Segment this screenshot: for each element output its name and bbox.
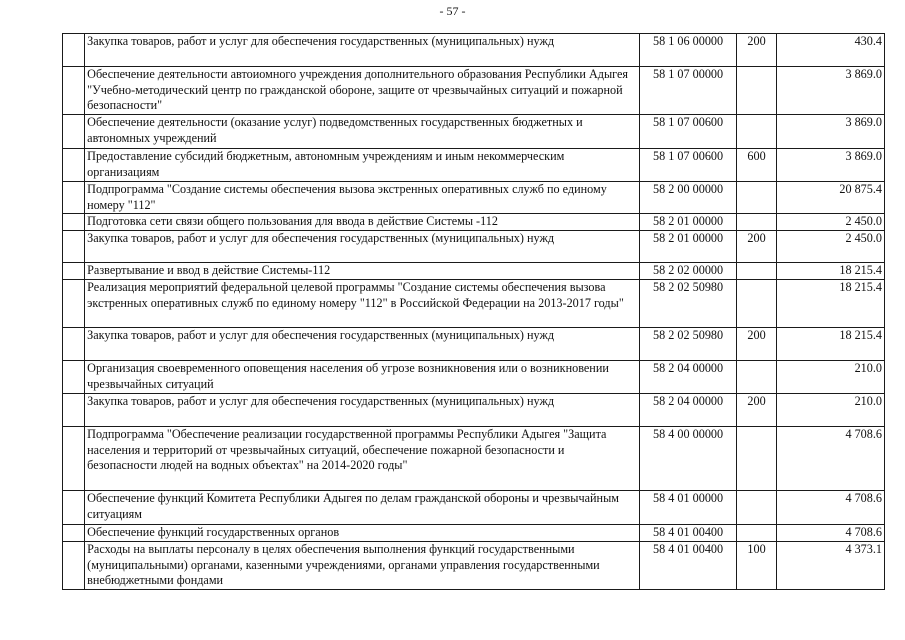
expense-name: Расходы на выплаты персоналу в целях обеспечения выполнения функций государственными (муниципальными) органами, казенными учреждениями, органами управления государственными внебюджетными фондами <box>85 542 640 590</box>
row-margin-cell <box>63 67 85 115</box>
expense-name: Подпрограмма "Обеспечение реализации государственной программы Республики Адыгея "Защита населения и территорий от чрезвычайных ситуаций, обеспечение пожарной безопасности и безопасности людей на водных объектах" на 2014-2020 годы" <box>85 427 640 491</box>
target-article-code: 58 2 02 00000 <box>640 263 737 280</box>
row-margin-cell <box>63 491 85 525</box>
amount-value: 2 450.0 <box>777 214 885 231</box>
expense-type-code <box>736 427 776 491</box>
amount-value: 4 373.1 <box>777 542 885 590</box>
expense-type-code: 600 <box>736 149 776 182</box>
expense-name: Закупка товаров, работ и услуг для обеспечения государственных (муниципальных) нужд <box>85 231 640 263</box>
table-row <box>63 214 885 231</box>
table-row <box>63 427 885 491</box>
expense-name: Обеспечение функций Комитета Республики Адыгея по делам гражданской обороны и чрезвычайным ситуациям <box>85 491 640 525</box>
row-margin-cell <box>63 394 85 427</box>
target-article-code: 58 2 02 50980 <box>640 328 737 361</box>
row-margin-cell <box>63 263 85 280</box>
table-row <box>63 231 885 263</box>
expense-type-code <box>736 491 776 525</box>
target-article-code: 58 1 07 00600 <box>640 149 737 182</box>
amount-value: 430.4 <box>777 34 885 67</box>
amount-value: 210.0 <box>777 361 885 394</box>
table-row <box>63 542 885 590</box>
amount-value: 4 708.6 <box>777 491 885 525</box>
table-row <box>63 182 885 214</box>
expense-type-code <box>736 214 776 231</box>
table-row <box>63 280 885 328</box>
table-row <box>63 149 885 182</box>
table-row <box>63 328 885 361</box>
row-margin-cell <box>63 361 85 394</box>
target-article-code: 58 2 01 00000 <box>640 214 737 231</box>
page-number: - 57 - <box>439 4 466 18</box>
expense-name: Подпрограмма "Создание системы обеспечения вызова экстренных оперативных служб по единому номеру "112" <box>85 182 640 214</box>
expense-type-code <box>736 280 776 328</box>
row-margin-cell <box>63 214 85 231</box>
amount-value: 2 450.0 <box>777 231 885 263</box>
table-row <box>63 491 885 525</box>
row-margin-cell <box>63 182 85 214</box>
table-row <box>63 263 885 280</box>
target-article-code: 58 1 07 00000 <box>640 67 737 115</box>
table-row <box>63 34 885 67</box>
amount-value: 18 215.4 <box>777 328 885 361</box>
amount-value: 18 215.4 <box>777 280 885 328</box>
expense-type-code <box>736 182 776 214</box>
target-article-code: 58 2 02 50980 <box>640 280 737 328</box>
expense-name: Обеспечение деятельности (оказание услуг) подведомственных государственных бюджетных и автономных учреждений <box>85 115 640 149</box>
target-article-code: 58 1 06 00000 <box>640 34 737 67</box>
target-article-code: 58 2 00 00000 <box>640 182 737 214</box>
expense-type-code: 200 <box>736 328 776 361</box>
row-margin-cell <box>63 34 85 67</box>
expense-type-code: 200 <box>736 34 776 67</box>
expense-name: Развертывание и ввод в действие Системы-112 <box>85 263 640 280</box>
row-margin-cell <box>63 525 85 542</box>
amount-value: 3 869.0 <box>777 115 885 149</box>
row-margin-cell <box>63 542 85 590</box>
expense-name: Обеспечение функций государственных органов <box>85 525 640 542</box>
row-margin-cell <box>63 149 85 182</box>
row-margin-cell <box>63 427 85 491</box>
expense-name: Закупка товаров, работ и услуг для обеспечения государственных (муниципальных) нужд <box>85 34 640 67</box>
target-article-code: 58 4 00 00000 <box>640 427 737 491</box>
expense-type-code <box>736 67 776 115</box>
target-article-code: 58 1 07 00600 <box>640 115 737 149</box>
expense-name: Организация своевременного оповещения населения об угрозе возникновения или о возникновении чрезвычайных ситуаций <box>85 361 640 394</box>
amount-value: 4 708.6 <box>777 427 885 491</box>
row-margin-cell <box>63 280 85 328</box>
row-margin-cell <box>63 115 85 149</box>
table-row <box>63 115 885 149</box>
expense-name: Обеспечение деятельности автоиомного учреждения дополнительного образования Республики Адыгея "Учебно-методический центр по гражданской обороне, защите от чрезвычайных ситуаций и пожарной безопасности" <box>85 67 640 115</box>
expense-type-code <box>736 361 776 394</box>
expense-type-code: 200 <box>736 231 776 263</box>
expense-type-code <box>736 525 776 542</box>
amount-value: 20 875.4 <box>777 182 885 214</box>
target-article-code: 58 4 01 00000 <box>640 491 737 525</box>
table-row <box>63 361 885 394</box>
expense-name: Подготовка сети связи общего пользования для ввода в действие Системы -112 <box>85 214 640 231</box>
row-margin-cell <box>63 328 85 361</box>
expense-name: Закупка товаров, работ и услуг для обеспечения государственных (муниципальных) нужд <box>85 394 640 427</box>
amount-value: 3 869.0 <box>777 67 885 115</box>
target-article-code: 58 4 01 00400 <box>640 542 737 590</box>
expense-type-code <box>736 115 776 149</box>
expense-name: Закупка товаров, работ и услуг для обеспечения государственных (муниципальных) нужд <box>85 328 640 361</box>
budget-table <box>62 33 885 590</box>
amount-value: 210.0 <box>777 394 885 427</box>
expense-name: Реализация мероприятий федеральной целевой программы "Создание системы обеспечения вызова экстренных оперативных служб по единому номеру "112" в Российской Федерации на 2013-2017 годы" <box>85 280 640 328</box>
amount-value: 3 869.0 <box>777 149 885 182</box>
target-article-code: 58 2 04 00000 <box>640 361 737 394</box>
expense-type-code <box>736 263 776 280</box>
amount-value: 18 215.4 <box>777 263 885 280</box>
expense-type-code: 100 <box>736 542 776 590</box>
table-row <box>63 525 885 542</box>
target-article-code: 58 2 01 00000 <box>640 231 737 263</box>
table-row <box>63 394 885 427</box>
target-article-code: 58 4 01 00400 <box>640 525 737 542</box>
amount-value: 4 708.6 <box>777 525 885 542</box>
expense-type-code: 200 <box>736 394 776 427</box>
table-row <box>63 67 885 115</box>
target-article-code: 58 2 04 00000 <box>640 394 737 427</box>
row-margin-cell <box>63 231 85 263</box>
expense-name: Предоставление субсидий бюджетным, автономным учреждениям и иным некоммерческим организациям <box>85 149 640 182</box>
